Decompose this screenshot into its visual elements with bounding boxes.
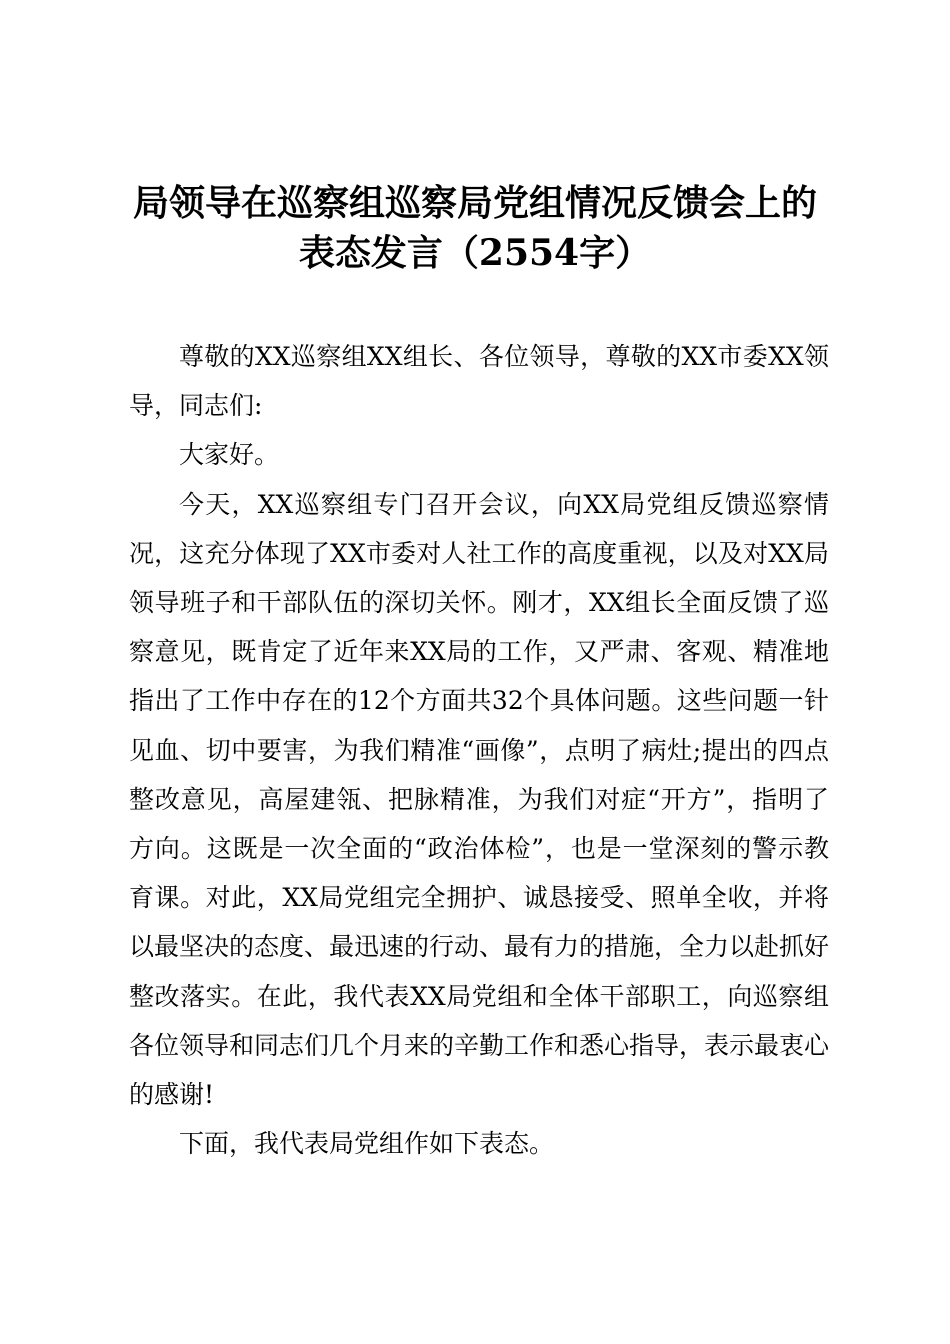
document-title: 局领导在巡察组巡察局党组情况反馈会上的表态发言（2554字）: [132, 182, 817, 274]
closing-paragraph: 下面，我代表局党组作如下表态。: [179, 1129, 555, 1159]
greeting-paragraph: 大家好。: [179, 440, 280, 470]
salutation-paragraph: 尊敬的XX巡察组XX组长、各位领导，尊敬的XX市委XX领导，同志们:: [129, 342, 829, 421]
main-paragraph: 今天，XX巡察组专门召开会议，向XX局党组反馈巡察情况，这充分体现了XX市委对人社工作的高度重视，以及对XX局领导班子和干部队伍的深切关怀。刚才，XX组长全面反馈了巡察意见，既肯定了近年来XX局的工作，又严肃、客观、精准地指出了工作中存在的12个方面共32个具体问题。这些问题一针见血、切中要害，为我们精准“画像”，点明了病灶;提出的四点整改意见，高屋建瓴、把脉精准，为我们对症“开方”，指明了方向。这既是一次全面的“政治体检”，也是一堂深刻的警示教育课。对此，XX局党组完全拥护、诚恳接受、照单全收，并将以最坚决的态度、最迅速的行动、最有力的措施，全力以赴抓好整改落实。在此，我代表XX局党组和全体干部职工，向巡察组各位领导和同志们几个月来的辛勤工作和悉心指导，表示最衷心的感谢!: [129, 489, 830, 1110]
document-body: [129, 332, 829, 1168]
